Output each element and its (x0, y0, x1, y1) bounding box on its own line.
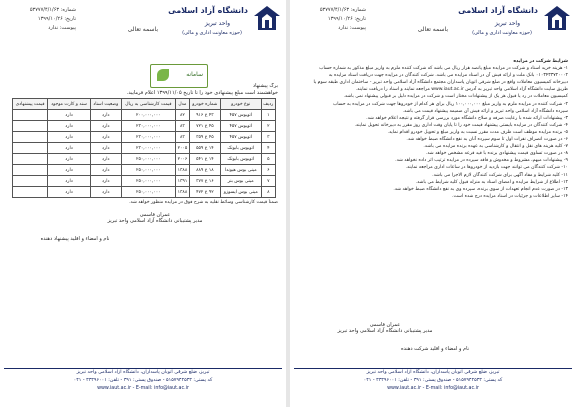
table-cell: دارد (90, 187, 121, 198)
table-row (13, 154, 276, 165)
table-cell: دارد (48, 187, 91, 198)
table-cell: ۸۲ (175, 110, 189, 121)
table-cell: ۸۳ (175, 132, 189, 143)
university-logo-icon (542, 4, 572, 34)
condition-line: ۹- پیشنهادات مبهم، مشروط و مخدوش و فاقد سپرده در مزایده ترتیب اثر داده نخواهد شد. (395, 158, 568, 164)
table-cell: ۱ (261, 110, 275, 121)
table-cell: دارد (90, 121, 121, 132)
page-footer (294, 368, 572, 403)
table-cell[interactable] (13, 143, 48, 154)
table-cell: اتوبوس ۴۵۷ (220, 121, 261, 132)
table-cell: دارد (90, 154, 121, 165)
table-cell: ۲۰۰,۰۰۰,۰۰۰ (121, 110, 175, 121)
table-cell: ۸ (261, 187, 275, 198)
left-page (0, 0, 286, 407)
condition-line: ۲- شرکت کننده در مزایده ملزم به واریز مبلغ ۱۰۰,۰۰۰,۰۰۰ ریال برای هر کدام از خودروها جهت شرکت در مزایده به حساب (332, 101, 568, 107)
table-cell: دارد (48, 121, 91, 132)
table-cell: ۷ (261, 176, 275, 187)
vehicles-table (12, 98, 276, 198)
col-header: شماره خودرو (189, 99, 220, 110)
table-cell[interactable] (13, 154, 48, 165)
table-cell: دارد (48, 154, 91, 165)
condition-line: ۴- شرکت کنندگان در مزایده بایستی پیشنهاد قیمت خود را تا پایان وقت اداری روز مقرر به دبیرخانه تحویل نمایند. (354, 122, 568, 128)
table-cell: مینی بوس ایسوزو (220, 187, 261, 198)
university-name: دانشگاه آزاد اسلامی (458, 6, 538, 15)
page-header (290, 0, 576, 52)
condition-line: ۷- کلیه هزینه های نقل و انتقال و کارشناسی به عهده برنده مزایده می باشد. (423, 144, 568, 150)
table-cell: ۲۵۰,۰۰۰,۰۰۰ (121, 154, 175, 165)
table-header-row (13, 99, 276, 110)
condition-line: کمیسیون معاملات در رد یا قبول هر یک از پیشنهادات مختار است و شرکت در مزایده دلیل بر قبولی پیشنهاد نمی باشد. (343, 94, 568, 100)
signatory-block (310, 322, 460, 334)
note-text: ضمناً قیمت کارشناسی وسائط نقلیه به شرح فوق در مزایده منظور خواهد شد. (129, 200, 278, 205)
condition-line: ۱۳- در صورت عدم انجام تعهدات از سوی برنده، سپرده وی به نفع دانشگاه ضبط خواهد شد. (393, 186, 568, 192)
condition-line: ۱۲- اطلاع از شرایط مزایده و امضای اسناد به منزله قبول کلیه شرایط می باشد. (415, 179, 568, 185)
footer-address: تبریز، ضلع شرقی اتوبان پاسداران، دانشگاه آزاد اسلامی واحد تبریز (366, 370, 500, 375)
signature-note: نام و امضاء و اقلید شرکت دهنده (400, 346, 470, 352)
col-header: قیمت پیشنهادی (13, 99, 48, 110)
footer-web: www.iaut.ac.ir - E-mail: info@iaut.ac.ir (97, 386, 189, 391)
table-cell: دارد (90, 132, 121, 143)
condition-line: ۱- هزینه خرید اسناد و شرکت در مزایده مبلغ پانصد هزار ریال می باشد که شرکت کننده ملزم به واریز مبلغ مذکور به شماره حساب (319, 66, 568, 72)
footer-address: تبریز، ضلع شرقی اتوبان پاسداران، دانشگاه آزاد اسلامی واحد تبریز (76, 370, 210, 375)
condition-line: ۱۰- شرکت کنندگان می توانند جهت بازدید از خودروها در ساعات اداری مراجعه نمایند. (405, 165, 568, 171)
table-cell: ۵ (261, 154, 275, 165)
table-cell: ۹۲ ع ۴۷۲ (189, 187, 220, 198)
condition-line: ۶- در صورت انصراف نفرات اول تا سوم سپرده آنان به نفع دانشگاه ضبط خواهد شد. (406, 137, 568, 143)
bismillah: باسمه تعالی (417, 26, 448, 33)
table-cell: ۱۳۹۱ (175, 176, 189, 187)
footer-contact: کد پستی: ۵۱۵۷۹۴۴۵۳۳ - صندوق پستی: ۳۹۱ - تلفن: ۳۳۳۹۶۰۰۱ - ۰۴۱ (363, 378, 503, 383)
form-label: برگ پیشنهاد (252, 83, 278, 89)
table-cell[interactable] (13, 121, 48, 132)
table-cell[interactable] (13, 187, 48, 198)
table-cell: ۲۳۰,۰۰۰,۰۰۰ (121, 132, 175, 143)
table-row (13, 132, 276, 143)
table-cell: ۲۰۰۵ (175, 143, 189, 154)
bismillah: باسمه تعالی (127, 26, 158, 33)
table-cell: ۱۸ ع ۸۸۹ (189, 165, 220, 176)
col-header: وضعیت اسناد (90, 99, 121, 110)
table-row (13, 187, 276, 198)
table-row (13, 165, 276, 176)
table-cell[interactable] (13, 165, 48, 176)
table-cell: دارد (90, 143, 121, 154)
office-name: (حوزه معاونت اداری و مالی) (472, 30, 532, 36)
condition-line: ۳- پیشنهادات ارائه شده با رعایت صرفه و صلاح دانشگاه مورد بررسی قرار گرفته و نتیجه اعلام خواهد شد. (366, 115, 568, 121)
footer-contact: کد پستی: ۵۱۵۷۹۴۴۵۳۳ - صندوق پستی: ۳۹۱ - تلفن: ۳۳۳۹۶۰۰۱ - ۰۴۱ (73, 378, 213, 383)
table-cell: ۲ (261, 121, 275, 132)
form-intro (8, 83, 278, 97)
table-cell: ۴۵ ع ۷۲۱ (189, 121, 220, 132)
page-header (0, 0, 286, 52)
branch-name: واحد تبریز (204, 20, 230, 27)
condition-line: سپرده دانشگاه آزاد اسلامی واحد تبریز و ارائه فیش آن ضمیمه پیشنهاد قیمت می باشد. (402, 108, 568, 114)
office-name: (حوزه معاونت اداری و مالی) (182, 30, 242, 36)
table-cell: ۸۳ (175, 121, 189, 132)
table-cell: دارد (90, 176, 121, 187)
signature-note: نام و امضاء و اقلید پیشنهاد دهنده (40, 236, 110, 242)
table-cell: دارد (48, 143, 91, 154)
condition-line: طریق سایت دانشگاه آزاد اسلامی واحد تبریز به آدرس www.iaut.ac.ir مراجعه نمایند و اسناد را دریافت نمایند. (355, 87, 568, 93)
letter-meta (6, 6, 76, 33)
signatory-name: عمران قاسمی (139, 212, 171, 218)
table-row (13, 143, 276, 154)
letter-attachment: پیوست: ندارد (48, 25, 76, 31)
branch-name: واحد تبریز (494, 20, 520, 27)
col-header: قیمت کارشناسی به ریال (121, 99, 175, 110)
table-cell[interactable] (13, 110, 48, 121)
letter-date: تاریخ: ۱۳۹۹/۱۰/۲۶ (37, 16, 76, 22)
letter-number: شماره: ۵۳۷۷۷/۴/۱/۶۳ (319, 7, 366, 13)
table-cell: ۴۵ ع ۳۵۹ (189, 132, 220, 143)
col-header: مدل (175, 99, 189, 110)
table-body (13, 110, 276, 198)
condition-line: ۱۱- کلیه شرایط و مفاد آگهی برای شرکت کنندگان لازم الاجرا می باشد. (432, 172, 568, 178)
table-cell: مینی بوس بنز (220, 176, 261, 187)
table-cell: ۱۴ ع ۵۵۹ (189, 143, 220, 154)
table-cell: دارد (90, 165, 121, 176)
table-cell: اتوبوس بابونک (220, 143, 261, 154)
table-cell: ۱۴ ع ۵۴۱ (189, 154, 220, 165)
table-cell: دارد (48, 132, 91, 143)
condition-line: ۵- برنده مزایده موظف است ظرف مدت مقرر نسبت به واریز مبلغ و تحویل خودرو اقدام نماید. (387, 129, 568, 135)
right-page (290, 0, 576, 407)
university-logo-icon (252, 4, 282, 34)
table-cell: دارد (90, 110, 121, 121)
page-divider (286, 0, 290, 407)
table-cell: دارد (48, 165, 91, 176)
signatory-title: مدیر پشتیبانی دانشگاه آزاد اسلامی واحد تبریز (337, 328, 433, 334)
condition-line: ۸- در صورت تساوی قیمت پیشنهادی برنده با قید قرعه مشخص خواهد شد. (425, 151, 568, 157)
footer-web: www.iaut.ac.ir - E-mail: info@iaut.ac.ir (387, 386, 479, 391)
table-cell: اتوبوس ۴۵۷ (220, 132, 261, 143)
table-cell: ۳ (261, 132, 275, 143)
table-cell: اتوبوس بابونک (220, 154, 261, 165)
letter-date: تاریخ: ۱۳۹۹/۱۰/۲۶ (327, 16, 366, 22)
col-header: نوع خودرو (220, 99, 261, 110)
table-row (13, 176, 276, 187)
letter-attachment: پیوست: ندارد (338, 25, 366, 31)
leaf-icon (157, 69, 169, 81)
university-name: دانشگاه آزاد اسلامی (168, 6, 248, 15)
table-cell: ۲۳۰,۰۰۰,۰۰۰ (121, 121, 175, 132)
condition-line: ۰۱۰۳۴۳۳۷۲۰۰۰۲ بانک ملت و ارائه فیش آن در اسناد مزایده می باشد. شرکت کنندگان در مزایده جهت دریافت اسناد مزایده به (328, 73, 568, 79)
signatory-name: عمران قاسمی (369, 322, 401, 328)
table-cell: ۶ (261, 165, 275, 176)
letter-meta (296, 6, 366, 33)
table-row (13, 121, 276, 132)
signatory-block (80, 212, 230, 224)
intro-text: خواهشمند است مبلغ پیشنهادی خود را تا تاریخ ۱۳۹۹/۱۱/۰۵ اعلام فرمایید. (126, 90, 278, 97)
table-cell: ۱۶ ع ۳۷۷ (189, 176, 220, 187)
page-footer (4, 368, 282, 403)
table-cell[interactable] (13, 132, 48, 143)
table-cell: ۲۵۰,۰۰۰,۰۰۰ (121, 176, 175, 187)
table-cell: ۲۰۰۶ (175, 154, 189, 165)
table-cell: ۲۵۰,۰۰۰,۰۰۰ (121, 165, 175, 176)
table-cell: ۴ (261, 143, 275, 154)
letter-number: شماره: ۵۳۷۷۷/۴/۱/۶۳ (29, 7, 76, 13)
conditions-heading: شرایط شرکت در مزایده (513, 59, 568, 64)
table-cell: دارد (48, 176, 91, 187)
table-cell: اتوبوس ۴۵۷ (220, 110, 261, 121)
col-header: ردیف (261, 99, 275, 110)
table-cell[interactable] (13, 176, 48, 187)
table-row (13, 110, 276, 121)
condition-line: ۱۴- سایر اطلاعات و جزئیات در اسناد مزایده درج شده است. (452, 193, 568, 199)
badge-text: سامانه (186, 71, 203, 78)
table-cell: ۲۵۰,۰۰۰,۰۰۰ (121, 187, 175, 198)
condition-line: دبیرخانه کمیسیون معاملات واقع در ضلع شرقی اتوبان پاسداران مجتمع دانشگاه آزاد اسلامی واحد تبریز - ساختمان اداری طبقه سوم یا (313, 80, 568, 86)
table-cell: ۱۳۸۸ (175, 165, 189, 176)
signatory-title: مدیر پشتیبانی دانشگاه آزاد اسلامی واحد تبریز (107, 218, 203, 224)
table-cell: مینی بوس هیوندا (220, 165, 261, 176)
table-cell: دارد (48, 110, 91, 121)
col-header: سند و کارت موجود (48, 99, 91, 110)
table-note (8, 199, 278, 206)
conditions-text (298, 58, 568, 200)
table-cell: ۲۳۰,۰۰۰,۰۰۰ (121, 143, 175, 154)
table-cell: ۴۳ ع ۹۱۶ (189, 110, 220, 121)
table-cell: ۱۳۸۸ (175, 187, 189, 198)
